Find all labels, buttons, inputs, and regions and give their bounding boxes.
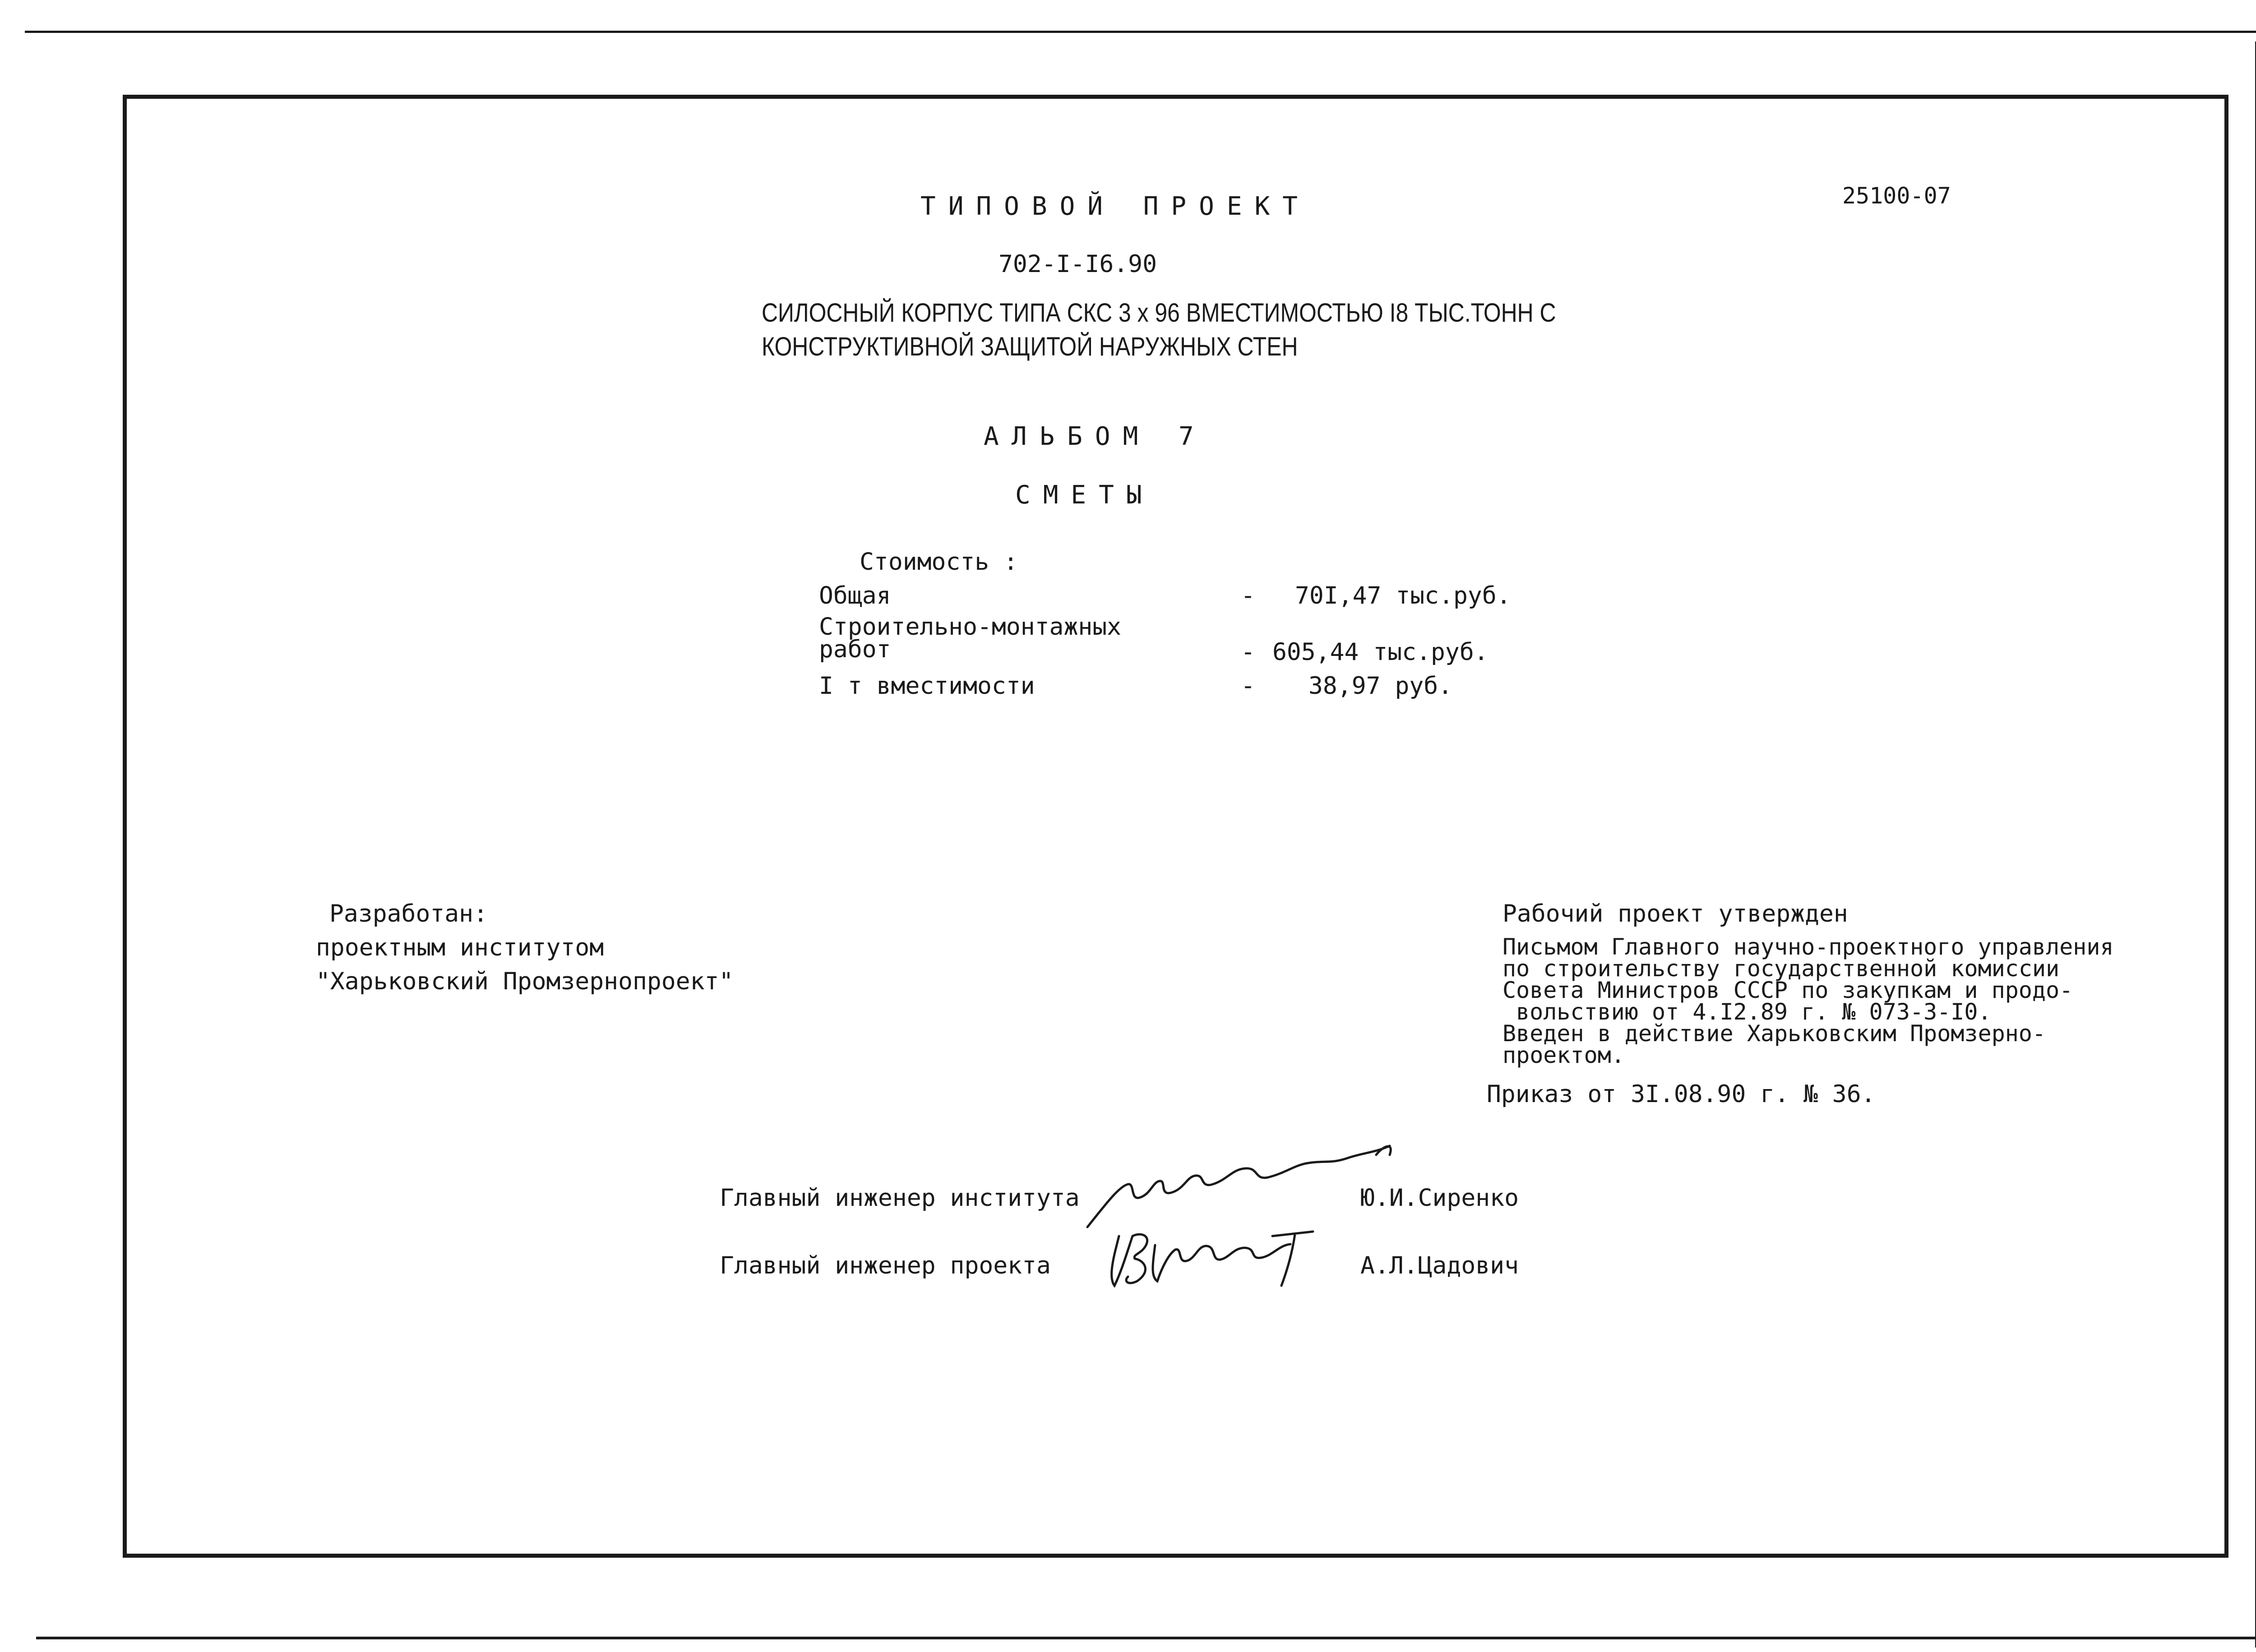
cost-label-construction-line-2: работ (819, 636, 891, 663)
approval-text (1502, 936, 2114, 1066)
approval-line-3: Совета Министров СССР по закупкам и продо- (1502, 977, 2073, 1003)
cost-dash-per-ton: - (1241, 672, 1255, 700)
project-title-line-1: СИЛОСНЫЙ КОРПУС ТИПА СКС 3 х 96 ВМЕСТИМОСТЬЮ I8 ТЫС.ТОНН С (762, 298, 1556, 328)
approval-line-1: Письмом Главного научно-проектного управления (1502, 934, 2114, 960)
approval-line-2: по строительству государственной комиссии (1502, 955, 2060, 982)
approval-line-5: Введен в действие Харьковским Промзерно- (1502, 1020, 2046, 1047)
cost-dash-total: - (1241, 582, 1255, 609)
approval-order: Приказ от 3I.08.90 г. № 36. (1487, 1080, 1876, 1108)
document-code: 25100-07 (1842, 183, 1951, 209)
developer-line-2: "Харьковский Промзернопроект" (316, 968, 734, 995)
approval-line-4: вольствию от 4.I2.89 г. № 073-3-I0. (1516, 999, 1992, 1025)
cost-label-construction-line-1: Строительно-монтажных (819, 613, 1122, 641)
cost-heading: Стоимость : (860, 548, 1018, 576)
cost-label-per-ton: I т вместимости (819, 672, 1035, 700)
sheet-top-edge (25, 31, 2256, 33)
handwritten-signature-2 (1101, 1218, 1336, 1295)
cost-value-construction: 605,44 тыс.руб. (1272, 638, 1489, 666)
developer-line-1: проектным институтом (316, 934, 604, 961)
sheet-bottom-edge (36, 1637, 2256, 1639)
signature-name-2: А.Л.Цадович (1360, 1252, 1519, 1279)
signature-role-1: Главный инженер института (720, 1184, 1080, 1212)
cost-value-total: 70I,47 тыс.руб. (1295, 582, 1511, 609)
developer-heading: Разработан: (329, 900, 488, 928)
project-title-line-2: КОНСТРУКТИВНОЙ ЗАЩИТОЙ НАРУЖНЫХ СТЕН (762, 332, 1298, 361)
album-subject: СМЕТЫ (1015, 480, 1155, 510)
cost-dash-construction: - (1241, 638, 1255, 666)
album-number: АЛЬБОМ 7 (984, 422, 1207, 451)
project-number: 702-I-I6.90 (999, 250, 1157, 278)
approval-line-6: проектом. (1502, 1042, 1625, 1068)
cost-label-construction (819, 613, 1122, 663)
series-label: ТИПОВОЙ ПРОЕКТ (920, 192, 1311, 221)
cost-label-total: Общая (819, 582, 891, 609)
cost-value-per-ton: 38,97 руб. (1308, 672, 1453, 700)
approval-heading: Рабочий проект утвержден (1502, 900, 1848, 928)
signature-role-2: Главный инженер проекта (720, 1252, 1051, 1279)
signature-name-1: Ю.И.Сиренко (1360, 1184, 1519, 1212)
